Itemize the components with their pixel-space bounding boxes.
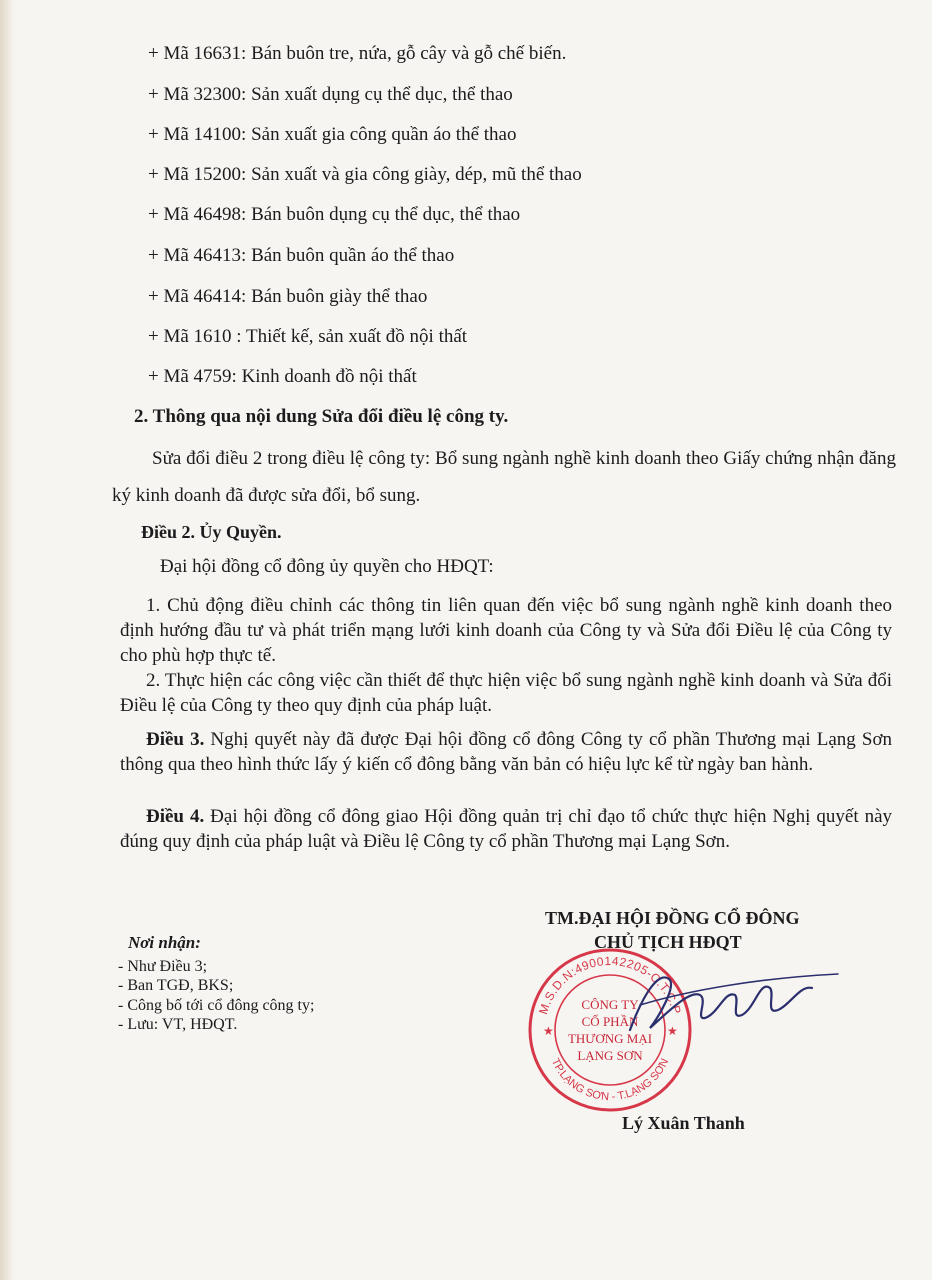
code-item: + Mã 16631: Bán buôn tre, nứa, gỗ cây và gỗ chế biến. bbox=[148, 43, 567, 64]
code-item: + Mã 46413: Bán buôn quần áo thể thao bbox=[148, 245, 455, 266]
dieu3-text: Nghị quyết này đã được Đại hội đồng cổ đông Công ty cổ phần Thương mại Lạng Sơn thông qua theo hình thức lấy ý kiến cổ đông bằng văn bản có hiệu lực kể từ ngày ban hành. bbox=[120, 729, 892, 775]
stamp-center-line: LẠNG SƠN bbox=[577, 1048, 643, 1063]
stamp-star-right: ★ bbox=[667, 1024, 678, 1038]
handwritten-signature bbox=[600, 960, 840, 1050]
stamp-star-left: ★ bbox=[543, 1024, 554, 1038]
stamp-center-line: CÔNG TY bbox=[581, 997, 639, 1012]
dieu2-heading: Điều 2. Ủy Quyền. bbox=[141, 522, 282, 542]
section2-body: Sửa đổi điều 2 trong điều lệ công ty: Bổ sung ngành nghề kinh doanh theo Giấy chứng nhận đăng ký kinh doanh đã được sửa đổi, bổ sung. bbox=[112, 448, 896, 506]
stamp-center-line: THƯƠNG MẠI bbox=[567, 1031, 653, 1046]
dieu3-label: Điều 3. bbox=[146, 729, 205, 750]
signature-title-2: CHỦ TỊCH HĐQT bbox=[594, 932, 742, 952]
signature-title-1: TM.ĐẠI HỘI ĐỒNG CỔ ĐÔNG bbox=[545, 908, 800, 928]
dieu2-item-1: 1. Chủ động điều chỉnh các thông tin liên quan đến việc bổ sung ngành nghề kinh doanh theo định hướng đầu tư và phát triển mạng lưới kinh doanh của Công ty và Sửa đổi Điều lệ của Công ty cho phù hợp thực tế. bbox=[120, 595, 892, 666]
section2-heading: 2. Thông qua nội dung Sửa đổi điều lệ công ty. bbox=[134, 406, 509, 427]
code-item: + Mã 15200: Sản xuất và gia công giày, dép, mũ thể thao bbox=[148, 164, 582, 185]
dieu4-label: Điều 4. bbox=[146, 806, 205, 827]
code-item: + Mã 46414: Bán buôn giày thể thao bbox=[148, 286, 428, 307]
dieu4-text: Đại hội đồng cổ đông giao Hội đồng quản trị chỉ đạo tổ chức thực hiện Nghị quyết này đúng quy định của pháp luật và Điều lệ Công ty cổ phần Thương mại Lạng Sơn. bbox=[120, 806, 893, 852]
recipients-title: Nơi nhận: bbox=[128, 933, 201, 952]
code-item: + Mã 4759: Kinh doanh đồ nội thất bbox=[148, 366, 417, 387]
recipient-item: - Như Điều 3; bbox=[118, 958, 208, 975]
signer-name: Lý Xuân Thanh bbox=[622, 1113, 745, 1133]
dieu2-item-2: 2. Thực hiện các công việc cần thiết để thực hiện việc bổ sung ngành nghề kinh doanh và Sửa đổi Điều lệ của Công ty theo quy định của pháp luật. bbox=[120, 670, 892, 716]
code-item: + Mã 32300: Sản xuất dụng cụ thể dục, thể thao bbox=[148, 84, 513, 105]
stamp-bottom-text: TP.LẠNG SƠN - T.LẠNG SƠN bbox=[548, 1056, 672, 1104]
recipient-item: - Công bố tới cổ đông công ty; bbox=[118, 997, 315, 1014]
dieu3-paragraph bbox=[120, 727, 892, 777]
page-edge-shadow bbox=[0, 0, 14, 1280]
stamp-center-line: CỔ PHẦN bbox=[581, 1014, 639, 1029]
recipient-item: - Ban TGĐ, BKS; bbox=[118, 977, 234, 994]
code-item: + Mã 1610 : Thiết kế, sản xuất đồ nội thất bbox=[148, 326, 468, 347]
recipient-item: - Lưu: VT, HĐQT. bbox=[118, 1016, 238, 1033]
code-item: + Mã 14100: Sản xuất gia công quần áo thể thao bbox=[148, 124, 517, 145]
dieu2-intro: Đại hội đồng cổ đông ủy quyền cho HĐQT: bbox=[160, 556, 494, 577]
dieu4-paragraph bbox=[120, 804, 892, 854]
code-item: + Mã 46498: Bán buôn dụng cụ thể dục, thể thao bbox=[148, 204, 521, 225]
stamp-ring-text: M.S.D.N:4900142205-C.T.C.P bbox=[536, 953, 684, 1017]
